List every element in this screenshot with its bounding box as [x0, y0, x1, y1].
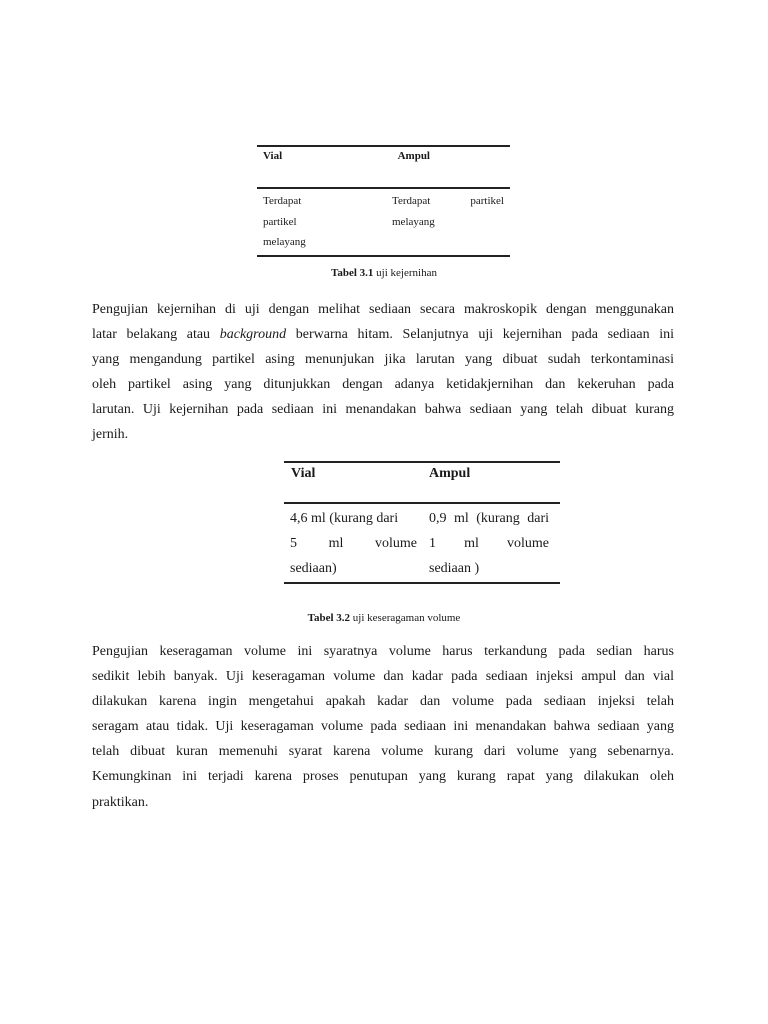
cell-line — [290, 531, 417, 556]
table-bottom-rule — [284, 582, 560, 584]
table-bottom-rule — [257, 255, 510, 257]
italic-run: background — [219, 327, 287, 343]
cell-word: dari — [527, 511, 549, 526]
paragraph-line: Pengujian kejernihan di uji dengan melihat sediaan secara makroskopik dengan menggunakan — [92, 302, 674, 317]
header-ampul: Ampul — [429, 466, 471, 481]
text-run: berwarna hitam. Selanjutnya uji kejernihan pada sediaan ini — [295, 327, 675, 343]
paragraph-line: seragam atau tidak. Uji keseragaman volume pada sediaan ini menandakan bahwa sediaan yang — [92, 719, 674, 735]
paragraph — [92, 639, 674, 815]
cell-word: volume — [507, 536, 549, 551]
table-header-row — [284, 463, 560, 502]
cell-word: ml — [464, 536, 479, 551]
caption-label: Tabel 3.1 — [331, 267, 374, 279]
cell-word: Terdapat — [392, 195, 431, 207]
cell-line: partikel — [263, 215, 297, 228]
cell-word: 0,9 — [429, 511, 447, 526]
cell-vial — [284, 506, 417, 582]
header-vial: Vial — [263, 150, 283, 162]
table-3-1 — [257, 145, 510, 257]
header-ampul: Ampul — [397, 150, 430, 162]
paragraph-line: Pengujian keseragaman volume ini syaratnya volume harus terkandung pada sedian harus — [92, 644, 674, 659]
paragraph-line — [92, 322, 674, 347]
cell-line: 4,6 ml (kurang dari — [290, 511, 399, 526]
cell-ampul — [417, 506, 549, 582]
cell-vial — [257, 191, 392, 255]
cell-line — [392, 191, 504, 212]
cell-word: ml — [328, 536, 344, 551]
caption-label: Tabel 3.2 — [307, 612, 351, 624]
cell-line: sediaan ) — [429, 561, 480, 576]
table-header-row — [257, 147, 510, 187]
table-row — [284, 504, 560, 582]
paragraph-line: yang mengandung partikel asing menunjukan jika larutan yang dibuat sudah terkontaminasi — [92, 352, 674, 368]
paragraph-line: telah dibuat kuran memenuhi syarat karena volume kurang dari volume yang sebenarnya. — [92, 744, 674, 760]
cell-word: partikel — [470, 195, 504, 207]
cell-ampul — [392, 191, 504, 255]
paragraph-line: larutan. Uji kejernihan pada sediaan ini menandakan bahwa sediaan yang telah dibuat kurang — [92, 402, 674, 418]
cell-line — [429, 506, 549, 531]
caption-text: uji keseragaman volume — [352, 612, 461, 624]
cell-line: melayang — [392, 215, 435, 228]
paragraph-line: jernih. — [92, 427, 129, 443]
cell-word: volume — [375, 536, 417, 551]
caption-text: uji kejernihan — [376, 267, 437, 279]
paragraph-line: praktikan. — [92, 794, 149, 810]
header-vial: Vial — [291, 466, 316, 481]
table-row — [257, 189, 510, 255]
cell-word: (kurang — [476, 511, 520, 526]
text-run: latar belakang atau — [92, 327, 211, 343]
cell-line: Terdapat — [263, 195, 302, 207]
table-3-2 — [284, 461, 560, 584]
paragraph-line: dilakukan karena ingin mengetahui apakah kadar dan volume pada sediaan injeksi telah — [92, 694, 674, 710]
cell-line: melayang — [263, 236, 306, 248]
paragraph-line: Kemungkinan ini terjadi karena proses penutupan yang kurang rapat yang dilakukan oleh — [92, 769, 674, 785]
paragraph — [92, 297, 674, 448]
paragraph-line: oleh partikel asing yang ditunjukkan dengan adanya ketidakjernihan dan kekeruhan pada — [92, 377, 674, 393]
table-caption — [0, 267, 768, 279]
cell-word: ml — [453, 511, 469, 526]
cell-line — [429, 531, 549, 556]
cell-line: sediaan) — [290, 561, 337, 576]
table-caption — [0, 612, 768, 624]
paragraph-line: sedikit lebih banyak. Uji keseragaman volume dan kadar pada sediaan injeksi ampul dan vial — [92, 669, 674, 685]
cell-word: 1 — [429, 536, 436, 551]
cell-word: 5 — [290, 536, 297, 551]
